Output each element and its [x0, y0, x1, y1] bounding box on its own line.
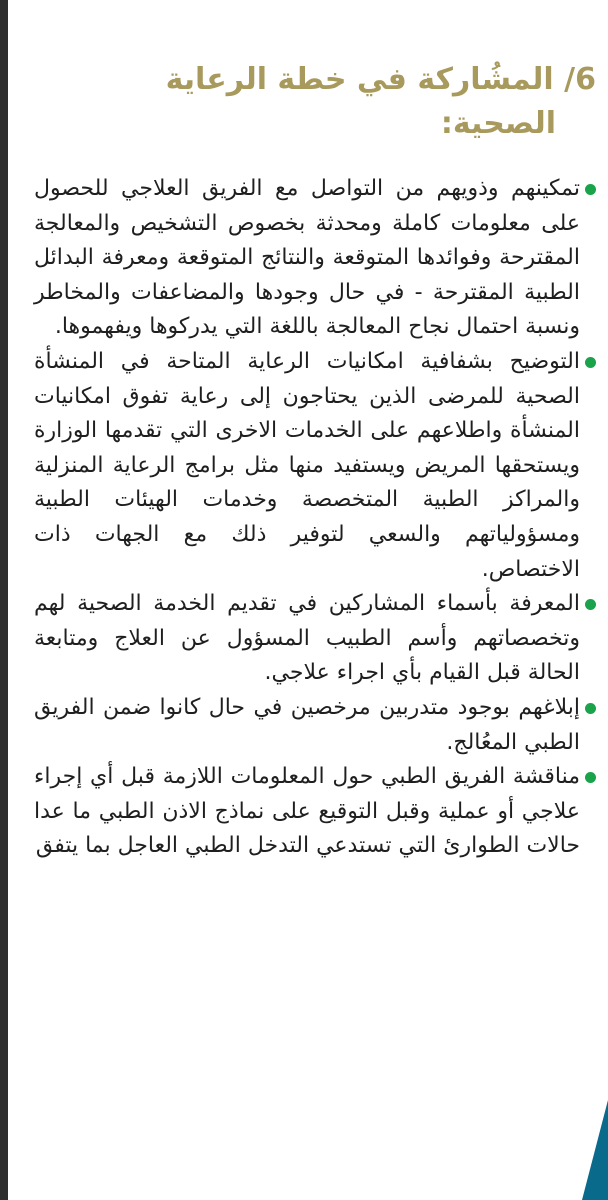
section-heading-line2: الصحية:: [440, 106, 556, 141]
section-heading-line1: 6/ المشُاركة في خطة الرعاية: [165, 62, 596, 97]
list-item: [34, 760, 596, 864]
document-page: [24, 0, 608, 864]
green-dot-icon: [585, 357, 596, 368]
list-item-text: تمكينهم وذويهم من التواصل مع الفريق العلاجي للحصول على معلومات كاملة ومحدثة بخصوص التشخيص والمعالجة المقترحة وفوائدها المتوقعة والنتائج المتوقعة ومعرفة البدائل الطبية المقترحة - في حال وجودها والمضاعفات والمخاطر ونسبة احتمال نجاح المعالجة باللغة التي يدركوها ويفهموها.: [34, 176, 580, 340]
green-dot-icon: [585, 772, 596, 783]
list-item: [34, 691, 596, 760]
list-item: [34, 172, 596, 345]
rights-list: [34, 172, 596, 864]
section-heading: [34, 58, 596, 146]
green-dot-icon: [585, 703, 596, 714]
corner-accent: [582, 1100, 608, 1200]
list-item-text: إبلاغهم بوجود متدربين مرخصين في حال كانوا ضمن الفريق الطبي المعُالج.: [34, 694, 580, 755]
list-item: [34, 345, 596, 587]
green-dot-icon: [585, 599, 596, 610]
green-dot-icon: [585, 184, 596, 195]
list-item-text: مناقشة الفريق الطبي حول المعلومات اللازمة قبل أي إجراء علاجي أو عملية وقبل التوقيع على نماذج الاذن الطبي ما عدا حالات الطوارئ التي تستدعي التدخل الطبي العاجل بما يتفق: [34, 764, 580, 859]
list-item-text: التوضيح بشفافية امكانيات الرعاية المتاحة في المنشأة الصحية للمرضى الذين يحتاجون إلى رعاية تفوق امكانيات المنشأة واطلاعهم على الخدمات الاخرى التي تقدمها الوزارة ويستحقها المريض ويستفيد منها مثل برامج الرعاية المنزلية والمراكز الطبية المتخصصة وخدمات الهيئات الطبية ومسؤولياتهم والسعي لتوفير ذلك مع الجهات ذات الاختصاص.: [34, 348, 580, 582]
list-item-text: المعرفة بأسماء المشاركين في تقديم الخدمة الصحية لهم وتخصصاتهم وأسم الطبيب المسؤول عن العلاج ومتابعة الحالة قبل القيام بأي اجراء علاجي.: [34, 591, 580, 686]
list-item: [34, 587, 596, 691]
left-edge-bar: [0, 0, 8, 1200]
